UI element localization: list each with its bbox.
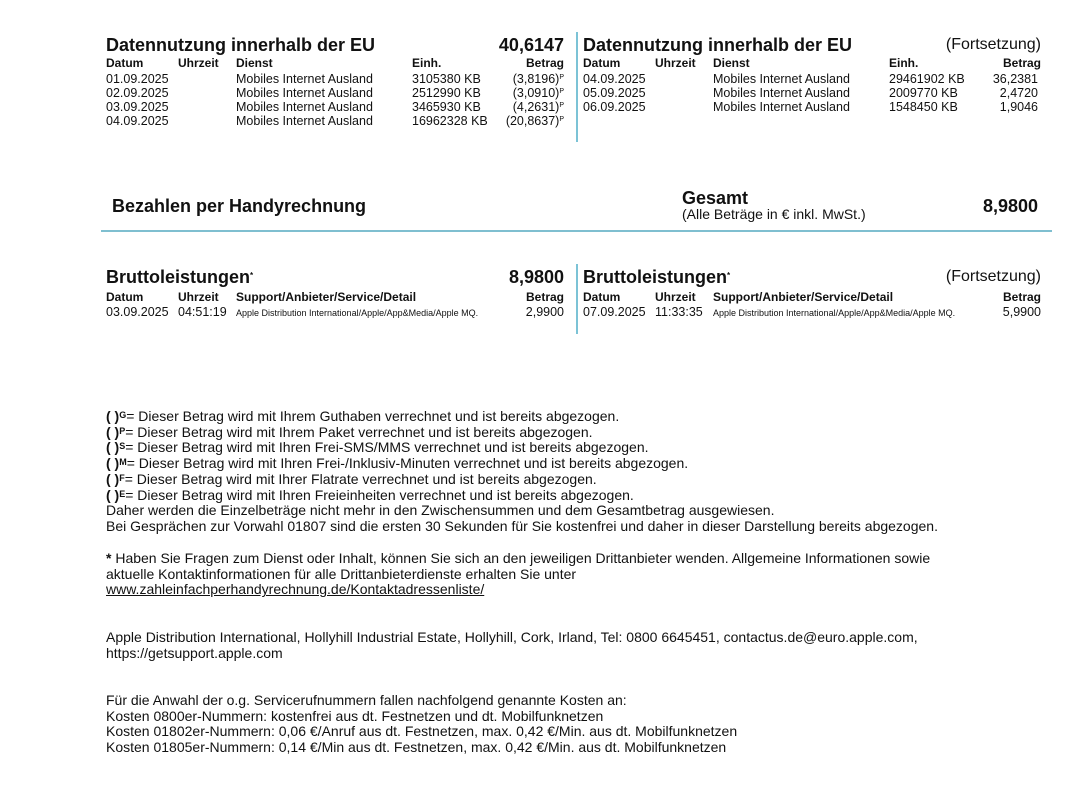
legend-text: = Dieser Betrag wird mit Ihrem Paket verrechnet und ist bereits abgezogen. bbox=[125, 423, 593, 440]
amount-value: 36,2381 bbox=[992, 72, 1038, 86]
cell-time: 11:33:35 bbox=[655, 305, 703, 319]
contact-list-link[interactable]: www.zahleinfachperhandyrechnung.de/Kontaktadressenliste/ bbox=[106, 581, 485, 598]
legend-item bbox=[106, 425, 938, 441]
legend-text: = Dieser Betrag wird mit Ihren Freieinheiten verrechnet und ist bereits abgezogen. bbox=[125, 486, 634, 503]
table-row bbox=[583, 86, 1043, 100]
continuation-label: (Fortsetzung) bbox=[945, 36, 1041, 53]
legend-mark bbox=[106, 424, 125, 440]
cell-date: 05.09.2025 bbox=[583, 86, 646, 100]
legend-item bbox=[106, 456, 938, 472]
third-party-line: aktuelle Kontaktinformationen für alle Drittanbieterdienste erhalten Sie unter bbox=[106, 565, 577, 582]
col-header-amount: Betrag bbox=[525, 290, 564, 304]
legend-letter: M bbox=[119, 457, 127, 468]
cell-units: 2512990 KB bbox=[412, 86, 481, 100]
col-header-amount: Betrag bbox=[1002, 290, 1041, 304]
amount-mark: P bbox=[559, 88, 564, 95]
legend-parens: ( ) bbox=[106, 439, 120, 456]
cell-service: Mobiles Internet Ausland bbox=[713, 86, 850, 100]
amount-value: 2,4720 bbox=[999, 86, 1038, 100]
service-cost-line: Kosten 01802er-Nummern: 0,06 €/Anruf aus dt. Festnetzen, max. 0,42 €/Min. aus dt. Mobilfunknetzen bbox=[106, 723, 738, 740]
cell-units: 29461902 KB bbox=[889, 72, 965, 86]
table-row bbox=[106, 114, 566, 128]
cell-units: 3105380 KB bbox=[412, 72, 481, 86]
legend-item bbox=[106, 409, 938, 425]
cell-units: 3465930 KB bbox=[412, 100, 481, 114]
amount-mark: P bbox=[559, 74, 564, 81]
legend bbox=[106, 409, 938, 535]
legend-parens: ( ) bbox=[106, 470, 120, 487]
cell-date: 06.09.2025 bbox=[583, 100, 646, 114]
legend-letter: E bbox=[119, 488, 126, 499]
col-header-time: Uhrzeit bbox=[655, 56, 696, 70]
col-header-date: Datum bbox=[106, 290, 144, 304]
legend-mark bbox=[106, 471, 125, 487]
legend-parens: ( ) bbox=[106, 408, 120, 424]
third-party-line bbox=[106, 551, 930, 567]
amount-value: (4,2631) bbox=[512, 100, 560, 114]
cell-date: 02.09.2025 bbox=[106, 86, 169, 100]
table-row bbox=[106, 86, 566, 100]
col-header-units: Einh. bbox=[889, 56, 919, 70]
col-header-time: Uhrzeit bbox=[178, 290, 219, 304]
cell-service: Mobiles Internet Ausland bbox=[236, 100, 373, 114]
amount-mark: P bbox=[559, 102, 564, 109]
table-row bbox=[106, 305, 566, 319]
cell-amount bbox=[486, 114, 564, 128]
section-title: Datennutzung innerhalb der EU bbox=[106, 35, 376, 55]
provider-line: https://getsupport.apple.com bbox=[106, 644, 283, 661]
legend-mark bbox=[106, 408, 126, 424]
legend-parens: ( ) bbox=[106, 423, 120, 440]
cell-units: 16962328 KB bbox=[412, 114, 488, 128]
amount-value: (3,0910) bbox=[512, 86, 560, 100]
legend-item bbox=[106, 488, 938, 504]
cell-amount bbox=[486, 86, 564, 100]
footnote-mark: * bbox=[250, 271, 254, 280]
amount-value: 1,9046 bbox=[999, 100, 1038, 114]
col-header-units: Einh. bbox=[412, 56, 442, 70]
legend-letter: S bbox=[119, 441, 126, 452]
cell-units: 1548450 KB bbox=[889, 100, 958, 114]
cell-amount bbox=[486, 100, 564, 114]
note-line: Bei Gesprächen zur Vorwahl 01807 sind die ersten 30 Sekunden für Sie kostenfrei und daher in dieser Darstellung bereits abgezogen. bbox=[106, 517, 938, 534]
third-party-text: Haben Sie Fragen zum Dienst oder Inhalt, können Sie sich an den jeweiligen Drittanbieter wenden. Allgemeine Informationen sowie bbox=[111, 550, 931, 566]
col-header-detail: Support/Anbieter/Service/Detail bbox=[236, 290, 417, 304]
col-header-service: Dienst bbox=[713, 56, 750, 70]
col-header-date: Datum bbox=[106, 56, 144, 70]
legend-text: = Dieser Betrag wird mit Ihren Frei-/Inklusiv-Minuten verrechnet und ist bereits abgezogen. bbox=[126, 455, 689, 472]
col-header-service: Dienst bbox=[236, 56, 273, 70]
title-text: Bruttoleistungen bbox=[106, 267, 250, 287]
billing-title: Bezahlen per Handyrechnung bbox=[112, 196, 367, 216]
cell-time: 04:51:19 bbox=[178, 305, 227, 319]
legend-text: = Dieser Betrag wird mit Ihrer Flatrate verrechnet und ist bereits abgezogen. bbox=[124, 470, 597, 487]
col-header-detail: Support/Anbieter/Service/Detail bbox=[713, 290, 894, 304]
cell-date: 07.09.2025 bbox=[583, 305, 646, 319]
column-divider bbox=[576, 264, 578, 334]
footnote-mark: * bbox=[106, 550, 112, 566]
table-row bbox=[583, 305, 1043, 319]
cell-amount bbox=[963, 72, 1038, 86]
legend-letter: G bbox=[119, 410, 127, 420]
total-value: 8,9800 bbox=[982, 196, 1038, 216]
legend-item bbox=[106, 472, 938, 488]
amount-value: (20,8637) bbox=[505, 114, 560, 128]
table-row bbox=[106, 72, 566, 86]
cell-amount bbox=[486, 72, 564, 86]
cell-date: 03.09.2025 bbox=[106, 100, 169, 114]
total-label: Gesamt bbox=[682, 188, 749, 208]
cell-date: 04.09.2025 bbox=[583, 72, 646, 86]
footnote-mark: * bbox=[727, 271, 731, 280]
table-row bbox=[583, 100, 1043, 114]
cell-service: Mobiles Internet Ausland bbox=[236, 72, 373, 86]
legend-parens: ( ) bbox=[106, 486, 120, 503]
table-row bbox=[583, 72, 1043, 86]
title-text: Bruttoleistungen bbox=[583, 267, 727, 287]
cell-amount bbox=[963, 100, 1038, 114]
note-line: Daher werden die Einzelbeträge nicht mehr in den Zwischensummen und dem Gesamtbetrag ausgewiesen. bbox=[106, 502, 775, 519]
cell-detail: Apple Distribution International/Apple/App&Media/Apple MQ. bbox=[236, 308, 479, 318]
cell-date: 03.09.2025 bbox=[106, 305, 169, 319]
amount-value: (3,8196) bbox=[512, 72, 560, 86]
continuation-label: (Fortsetzung) bbox=[945, 268, 1041, 285]
cell-amount bbox=[963, 86, 1038, 100]
col-header-date: Datum bbox=[583, 290, 621, 304]
cell-amount: 2,9900 bbox=[525, 305, 564, 319]
section-total: 40,6147 bbox=[498, 35, 564, 55]
amount-mark: P bbox=[559, 116, 564, 123]
third-party-info bbox=[106, 551, 930, 598]
section-total: 8,9800 bbox=[508, 267, 564, 287]
col-header-date: Datum bbox=[583, 56, 621, 70]
cell-service: Mobiles Internet Ausland bbox=[713, 100, 850, 114]
service-cost-line: Kosten 01805er-Nummern: 0,14 €/Min aus dt. Festnetzen, max. 0,42 €/Min. aus dt. Mobilfunknetzen bbox=[106, 739, 727, 756]
total-note: (Alle Beträge in € inkl. MwSt.) bbox=[682, 206, 866, 222]
cell-units: 2009770 KB bbox=[889, 86, 958, 100]
provider-line: Apple Distribution International, Hollyhill Industrial Estate, Hollyhill, Cork, Irland, Tel: 0800 6645451, contactus.de@euro.apple.com, bbox=[106, 629, 918, 645]
service-costs bbox=[106, 693, 737, 756]
section-title: Datennutzung innerhalb der EU bbox=[583, 35, 853, 55]
service-cost-line: Kosten 0800er-Nummern: kostenfrei aus dt. Festnetzen und dt. Mobilfunknetzen bbox=[106, 707, 604, 724]
col-header-time: Uhrzeit bbox=[178, 56, 219, 70]
legend-parens: ( ) bbox=[106, 455, 120, 472]
table-row bbox=[106, 100, 566, 114]
service-cost-line: Für die Anwahl der o.g. Servicerufnummern fallen nachfolgend genannte Kosten an: bbox=[106, 692, 627, 708]
cell-service: Mobiles Internet Ausland bbox=[236, 114, 373, 128]
column-divider bbox=[576, 32, 578, 142]
legend-item bbox=[106, 440, 938, 456]
legend-mark bbox=[106, 455, 127, 471]
cell-date: 01.09.2025 bbox=[106, 72, 169, 86]
cell-service: Mobiles Internet Ausland bbox=[236, 86, 373, 100]
cell-detail: Apple Distribution International/Apple/App&Media/Apple MQ. bbox=[713, 308, 956, 318]
col-header-amount: Betrag bbox=[1002, 56, 1041, 70]
section-title bbox=[583, 267, 730, 287]
cell-amount: 5,9900 bbox=[1002, 305, 1041, 319]
col-header-amount: Betrag bbox=[525, 56, 564, 70]
cell-service: Mobiles Internet Ausland bbox=[713, 72, 850, 86]
cell-date: 04.09.2025 bbox=[106, 114, 169, 128]
provider-info bbox=[106, 630, 918, 661]
legend-mark bbox=[106, 487, 125, 503]
legend-text: = Dieser Betrag wird mit Ihren Frei-SMS/MMS verrechnet und ist bereits abgezogen. bbox=[125, 439, 649, 456]
legend-letter: P bbox=[119, 425, 126, 436]
legend-letter: F bbox=[119, 472, 125, 483]
col-header-time: Uhrzeit bbox=[655, 290, 696, 304]
legend-mark bbox=[106, 439, 125, 455]
legend-text: = Dieser Betrag wird mit Ihrem Guthaben verrechnet und ist bereits abgezogen. bbox=[126, 408, 620, 424]
section-divider bbox=[101, 230, 1052, 232]
section-title bbox=[106, 267, 253, 287]
